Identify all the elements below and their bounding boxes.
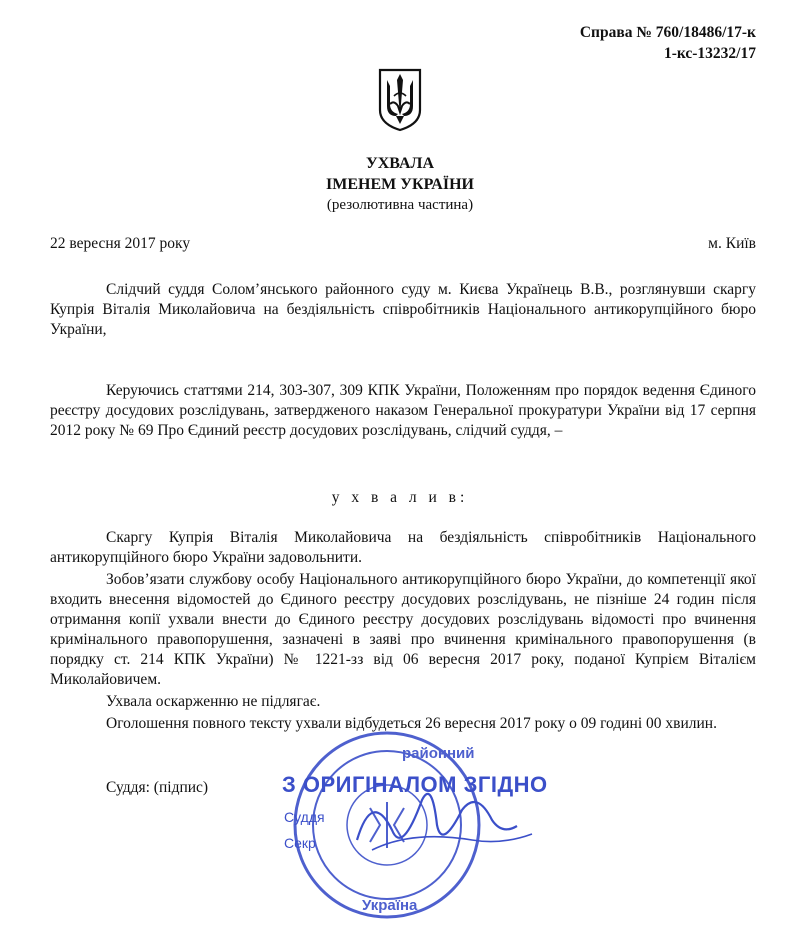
stamp-secretary-line: Секр bbox=[284, 835, 316, 851]
ruling-paragraph-2: Зобов’язати службову особу Національного антикорупційного бюро України, до компетенції якої входить внесення відомостей до Єдиного реєстру досудових розслідувань, не пізніше 24 годин після отримання копії ухвали внести до Єдиного реєстру досудових розслідувань відомості про вчинення кримінального правопорушення, зазначені в заяві про вчинення кримінального правопорушення (в порядку ст. 214 КПК України) № 1221-зз від 06 вересня 2017 року, поданої Купрієм Віталієм Миколайовичем. bbox=[50, 571, 756, 688]
case-number: Справа № 760/18486/17-к bbox=[579, 24, 756, 41]
document-subtitle: ІМЕНЕМ УКРАЇНИ bbox=[326, 176, 474, 193]
document-part: (резолютивна частина) bbox=[326, 197, 474, 213]
judge-signature-label: Суддя: (підпис) bbox=[106, 779, 209, 796]
document-heading bbox=[0, 153, 800, 216]
announcement-paragraph: Оголошення повного тексту ухвали відбудеться 26 вересня 2017 року о 09 годині 00 хвилин. bbox=[106, 715, 717, 732]
date-place-line bbox=[50, 234, 756, 254]
round-seal bbox=[295, 733, 479, 917]
appeal-paragraph: Ухвала оскарженню не підлягає. bbox=[106, 693, 321, 710]
ruling-heading: у х в а л и в: bbox=[331, 489, 469, 506]
seal-ring-bottom: Україна bbox=[362, 897, 418, 914]
ruling-paragraph-1: Скаргу Купрія Віталія Миколайовича на бездіяльність співробітників Національного антикорупційного бюро України задовольнити. bbox=[50, 529, 756, 566]
court-stamp bbox=[262, 730, 552, 930]
proceeding-number: 1-кс-13232/17 bbox=[663, 45, 756, 62]
document-city: м. Київ bbox=[708, 235, 756, 252]
document-date: 22 вересня 2017 року bbox=[50, 235, 191, 252]
document-title: УХВАЛА bbox=[366, 155, 434, 172]
signature-scribble bbox=[357, 794, 517, 840]
intro-paragraph: Слідчий суддя Солом’янського районного суду м. Києва Українець В.В., розглянувши скаргу Купрія Віталія Миколайовича на бездіяльність співробітників Національного антикорупційного бюро України, bbox=[50, 281, 756, 338]
coat-of-arms-icon bbox=[376, 66, 424, 132]
seal-ring-top: районний bbox=[402, 745, 475, 762]
certification-text: З ОРИГІНАЛОМ ЗГІДНО bbox=[282, 772, 548, 797]
case-reference bbox=[580, 22, 756, 64]
certification-stamp bbox=[282, 772, 548, 851]
stamp-judge-line: Суддя bbox=[284, 809, 325, 825]
legal-basis-paragraph: Керуючись статтями 214, 303-307, 309 КПК України, Положенням про порядок ведення Єдиного реєстру досудових розслідувань, затвердженого наказом Генеральної прокуратури України від 17 серпня 2012 року № 69 Про Єдиний реєстр досудових розслідувань, слідчий суддя, – bbox=[50, 382, 756, 439]
